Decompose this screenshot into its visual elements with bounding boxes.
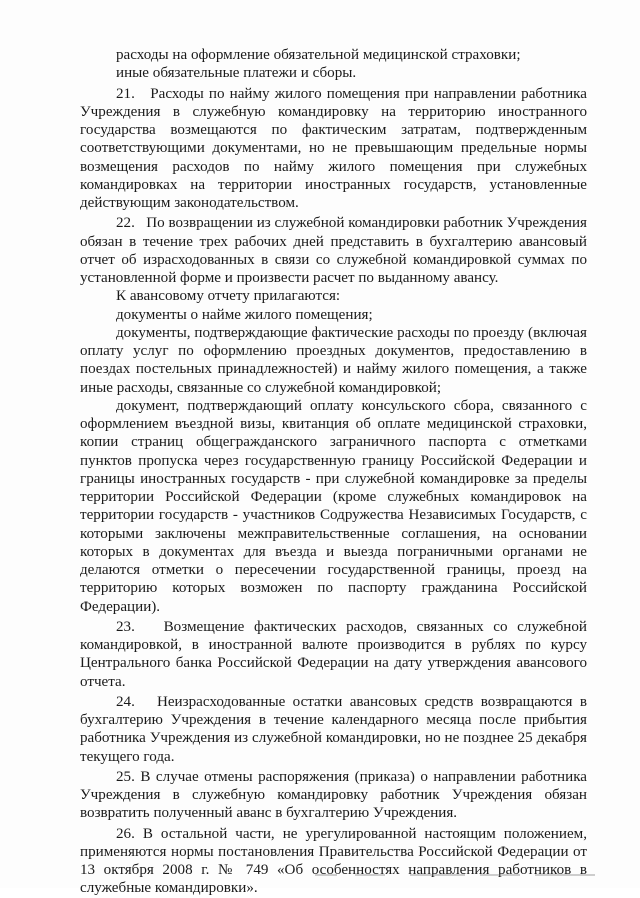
paragraph-clause-24: 24. Неизрасходованные остатки авансовых средств возвращаются в бухгалтерию Учреждения в течение календарного месяца после прибытия работника Учреждения из служебной командировки, но не позднее 25 декабря текущего года. [80, 693, 587, 765]
document-body [80, 46, 587, 898]
paragraph-insurance-costs: расходы на оформление обязательной медицинской страховки; [116, 47, 521, 63]
scan-artifact [315, 872, 615, 880]
paragraph-clause-25: 25. В случае отмены распоряжения (приказа) о направлении работника Учреждения в служебную командировку работник Учреждения обязан возвратить полученный аванс в бухгалтерию Учреждения. [80, 768, 587, 822]
paragraph-other-fees: иные обязательные платежи и сборы. [116, 65, 357, 82]
paragraph-clause-22: 22. По возвращении из служебной командировки работник Учреждения обязан в течение трех рабочих дней представить в бухгалтерию авансовый отчет об израсходованных в связи со служебной командировкой суммах по установленной форме и произвести расчет по выданному авансу. [80, 215, 587, 286]
paragraph-clause-26: 26. В остальной части, не урегулированной настоящим положением, применяются нормы постановления Правительства Российской Федерации от 13 октября 2008 г. № 749 «Об особенностях направления работников в служебные командировки». [80, 825, 587, 897]
paragraph-clause-21: 21. Расходы по найму жилого помещения при направлении работника Учреждения в служебную командировку на территорию иностранного государства возмещаются по фактическим затратам, подтвержденным соответствующими документами, но не превышающим предельные нормы возмещения расходов по найму жилого помещения при служебных командировках на территории иностранных государств, установленные действующим законодательством. [80, 85, 587, 211]
paragraph-report-attachments: К авансовому отчету прилагаются: [116, 288, 341, 305]
paragraph-consular-documents: документ, подтверждающий оплату консульского сбора, связанного с оформлением въездной визы, квитанция об оплате медицинской страховки, копии страниц общегражданского заграничного паспорта с отметками пунктов пропуска через государственную границу Российской Федерации и границы иностранных государств - при служебной командировке за пределы территории Российской Федерации (кроме служебных командировок на территории государств - участников Содружества Независимых Государств, с которыми заключены межправительственные соглашения, на основании которых в документах для въезда и выезда пограничными органами не делаются отметки о пересечении государственной границы, проезд на территорию которых возможен по паспорту гражданина Российской Федерации). [80, 397, 587, 615]
paragraph-travel-documents: документы, подтверждающие фактические расходы по проезду (включая оплату услуг по оформлению проездных документов, предоставлению в поездах постельных принадлежностей) и найму жилого помещения, а также иные расходы, связанные со служебной командировкой; [80, 324, 587, 396]
paragraph-clause-23: 23. Возмещение фактических расходов, связанных со служебной командировкой, в иностранной валюте производится в рублях по курсу Центрального банка Российской Федерации на дату утверждения авансового отчета. [80, 618, 587, 690]
paragraph-housing-documents: документы о найме жилого помещения; [116, 306, 373, 323]
